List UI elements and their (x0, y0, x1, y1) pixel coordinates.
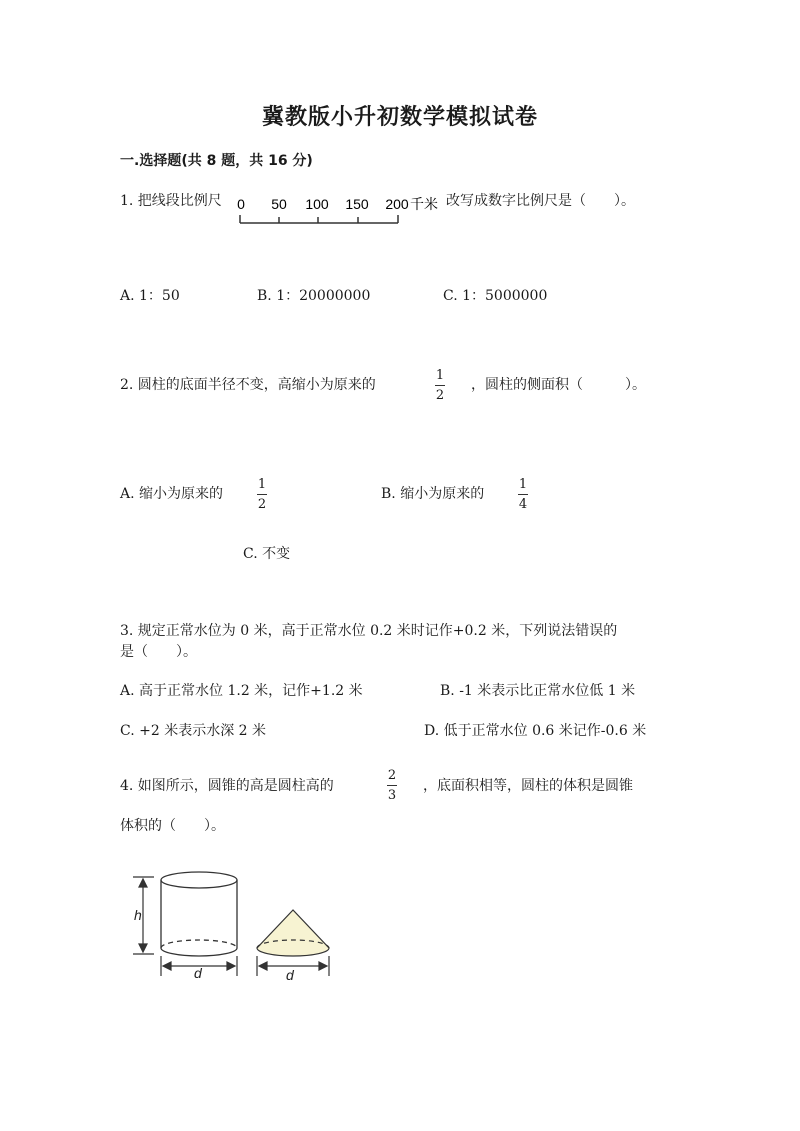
q3-line2: 是（ ）。 (120, 644, 197, 660)
cylinder-diameter-label: d (194, 965, 202, 981)
scale-bar-figure (233, 192, 448, 228)
fraction-denominator: 4 (518, 497, 528, 512)
section-heading: 一.选择题(共 8 题，共 16 分) (120, 153, 313, 169)
q2-option-c[interactable]: C. 不变 (243, 546, 291, 562)
cylinder-shape (161, 872, 237, 956)
q4-fraction (387, 768, 397, 803)
q3-line1: 3. 规定正常水位为 0 米，高于正常水位 0.2 米时记作+0.2 米，下列说法错误的 (120, 623, 618, 639)
q4-line2: 体积的（ ）。 (120, 818, 225, 834)
scale-tick-150: 150 (345, 196, 369, 212)
q2-fraction (435, 368, 445, 403)
cylinder-cone-figure (125, 860, 340, 990)
q3-option-a[interactable]: A. 高于正常水位 1.2 米，记作+1.2 米 (120, 683, 363, 699)
scale-line (240, 215, 398, 223)
scale-tick-200: 200 (385, 196, 409, 212)
q2-option-b-fraction (518, 477, 528, 512)
q2-option-a-fraction (257, 477, 267, 512)
fraction-denominator: 2 (435, 388, 445, 403)
q1-prefix: 1. 把线段比例尺 (120, 193, 222, 209)
q1-option-a[interactable]: A. 1：50 (120, 288, 180, 304)
scale-unit: 千米 (410, 196, 438, 212)
page-title: 冀教版小升初数学模拟试卷 (261, 105, 538, 130)
fraction-numerator: 1 (257, 477, 267, 492)
fraction-numerator: 1 (435, 368, 445, 383)
cone-diameter-label: d (286, 967, 294, 983)
q2-suffix: ，圆柱的侧面积（ ）。 (471, 377, 646, 393)
q2-option-a[interactable]: A. 缩小为原来的 (120, 486, 224, 502)
cone-shape (257, 910, 329, 956)
q2-option-b[interactable]: B. 缩小为原来的 (381, 486, 485, 502)
scale-tick-0: 0 (237, 196, 245, 212)
q1-suffix: 改写成数字比例尺是（ ）。 (446, 193, 635, 209)
q1-option-c[interactable]: C. 1：5000000 (443, 288, 548, 304)
q4-prefix: 4. 如图所示，圆锥的高是圆柱高的 (120, 778, 334, 794)
q3-option-b[interactable]: B. -1 米表示比正常水位低 1 米 (440, 683, 636, 699)
fraction-denominator: 2 (257, 497, 267, 512)
q2-prefix: 2. 圆柱的底面半径不变，高缩小为原来的 (120, 377, 376, 393)
q4-suffix: ，底面积相等，圆柱的体积是圆锥 (423, 778, 633, 794)
q3-option-d[interactable]: D. 低于正常水位 0.6 米记作-0.6 米 (424, 723, 647, 739)
fraction-denominator: 3 (387, 788, 397, 803)
scale-tick-100: 100 (305, 196, 329, 212)
scale-tick-50: 50 (271, 196, 287, 212)
height-label: h (134, 907, 142, 923)
fraction-numerator: 2 (387, 768, 397, 783)
q3-option-c[interactable]: C. +2 米表示水深 2 米 (120, 723, 267, 739)
q1-option-b[interactable]: B. 1：20000000 (257, 288, 371, 304)
fraction-numerator: 1 (518, 477, 528, 492)
